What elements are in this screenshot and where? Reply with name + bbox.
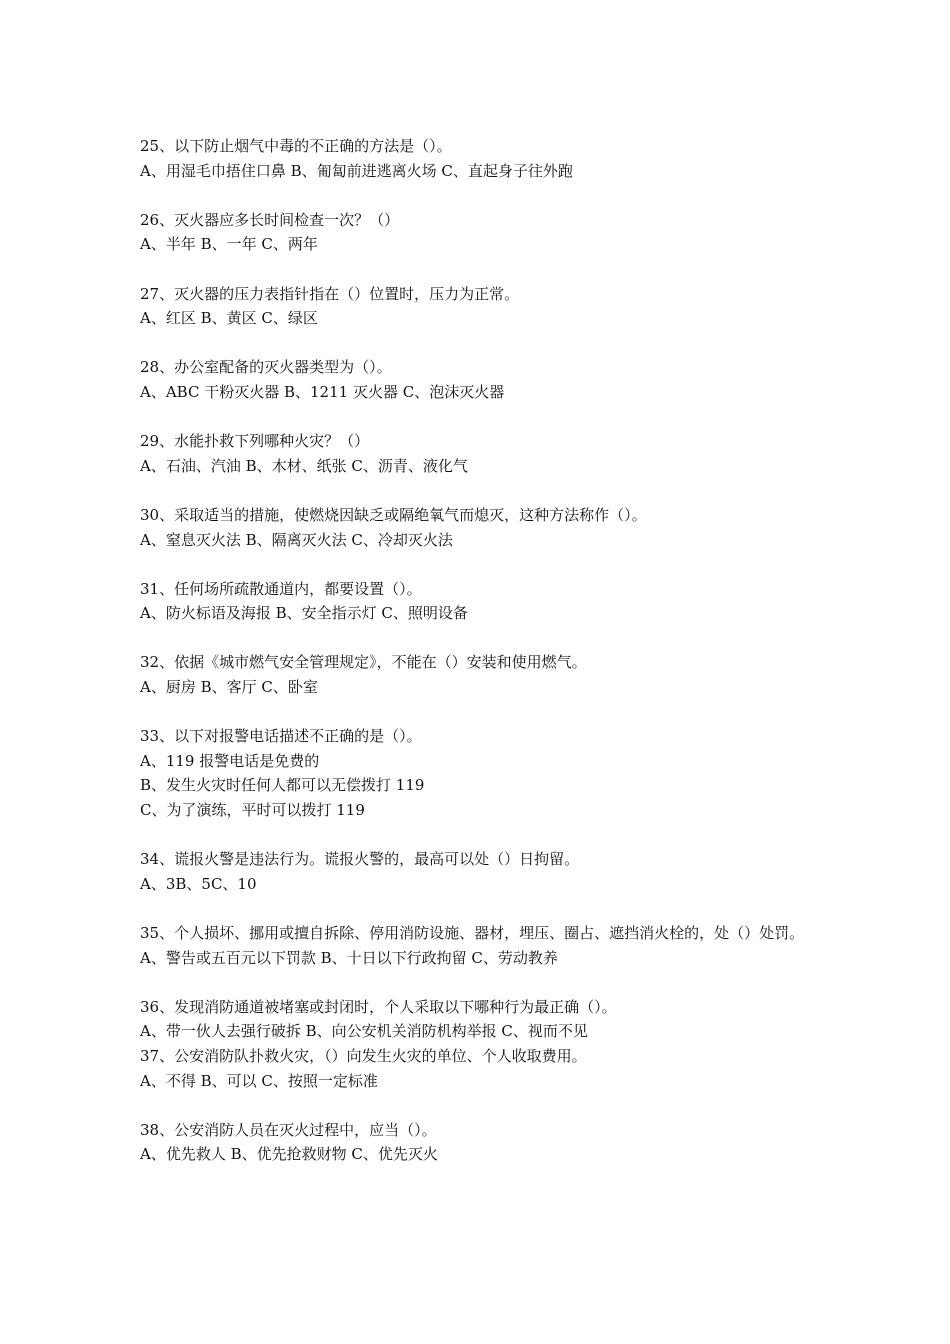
question-text: 35、个人损坏、挪用或擅自拆除、停用消防设施、器材，埋压、圈占、遮挡消火栓的，处（）处罚。	[140, 924, 805, 942]
question-options: A、不得 B、可以 C、按照一定标准	[140, 1071, 378, 1090]
question-options: A、石油、汽油 B、木材、纸张 C、沥青、液化气	[140, 456, 468, 475]
question-26	[140, 208, 810, 257]
question-30	[140, 503, 810, 552]
question-text: 38、公安消防人员在灭火过程中，应当（）。	[140, 1120, 437, 1139]
document-page	[140, 134, 810, 1167]
question-text: 34、谎报火警是违法行为。谎报火警的，最高可以处（）日拘留。	[140, 850, 580, 869]
question-text: 29、水能扑救下列哪种火灾？（）	[140, 432, 370, 451]
question-29	[140, 429, 810, 478]
question-text: 30、采取适当的措施，使燃烧因缺乏或隔绝氧气而熄灭，这种方法称作（）。	[140, 505, 647, 524]
question-35	[140, 921, 810, 970]
question-options: A、优先救人 B、优先抢救财物 C、优先灭火	[140, 1145, 438, 1164]
question-text: 27、灭火器的压力表指针指在（）位置时，压力为正常。	[140, 284, 520, 303]
question-option-a: A、119 报警电话是免费的	[140, 751, 320, 770]
question-text: 36、发现消防通道被堵塞或封闭时，个人采取以下哪种行为最正确（）。	[140, 997, 617, 1016]
question-options: A、警告或五百元以下罚款 B、十日以下行政拘留 C、劳动教养	[140, 948, 558, 967]
question-options: A、用湿毛巾捂住口鼻 B、匍匐前进逃离火场 C、直起身子往外跑	[140, 161, 573, 180]
question-options: A、窒息灭火法 B、隔离灭火法 C、冷却灭火法	[140, 530, 453, 549]
question-32	[140, 650, 810, 699]
question-options: A、带一伙人去强行破拆 B、向公安机关消防机构举报 C、视而不见	[140, 1022, 588, 1041]
question-38	[140, 1118, 810, 1167]
question-34	[140, 847, 810, 896]
question-options: A、3B、5C、10	[140, 874, 257, 893]
question-option-c: C、为了演练，平时可以拨打 119	[140, 801, 365, 820]
question-text: 31、任何场所疏散通道内，都要设置（）。	[140, 579, 422, 598]
question-33	[140, 724, 810, 822]
question-option-b: B、发生火灾时任何人都可以无偿拨打 119	[140, 776, 425, 795]
question-options: A、防火标语及海报 B、安全指示灯 C、照明设备	[140, 604, 468, 623]
question-text: 26、灭火器应多长时间检查一次？（）	[140, 210, 400, 229]
question-text: 32、依据《城市燃气安全管理规定》，不能在（）安装和使用燃气。	[140, 653, 587, 672]
question-27	[140, 282, 810, 331]
question-text: 28、办公室配备的灭火器类型为（）。	[140, 358, 392, 377]
question-options: A、ABC 干粉灭火器 B、1211 灭火器 C、泡沫灭火器	[140, 382, 505, 401]
question-28	[140, 355, 810, 404]
question-options: A、红区 B、黄区 C、绿区	[140, 309, 318, 328]
question-text: 25、以下防止烟气中毒的不正确的方法是（）。	[140, 137, 452, 155]
question-37	[140, 1044, 810, 1093]
question-31	[140, 577, 810, 626]
question-25	[140, 134, 810, 183]
question-text: 37、公安消防队扑救火灾，（）向发生火灾的单位、个人收取费用。	[140, 1046, 587, 1065]
question-options: A、半年 B、一年 C、两年	[140, 235, 318, 254]
question-options: A、厨房 B、客厅 C、卧室	[140, 678, 318, 697]
question-text: 33、以下对报警电话描述不正确的是（）。	[140, 727, 422, 746]
question-36	[140, 995, 810, 1044]
